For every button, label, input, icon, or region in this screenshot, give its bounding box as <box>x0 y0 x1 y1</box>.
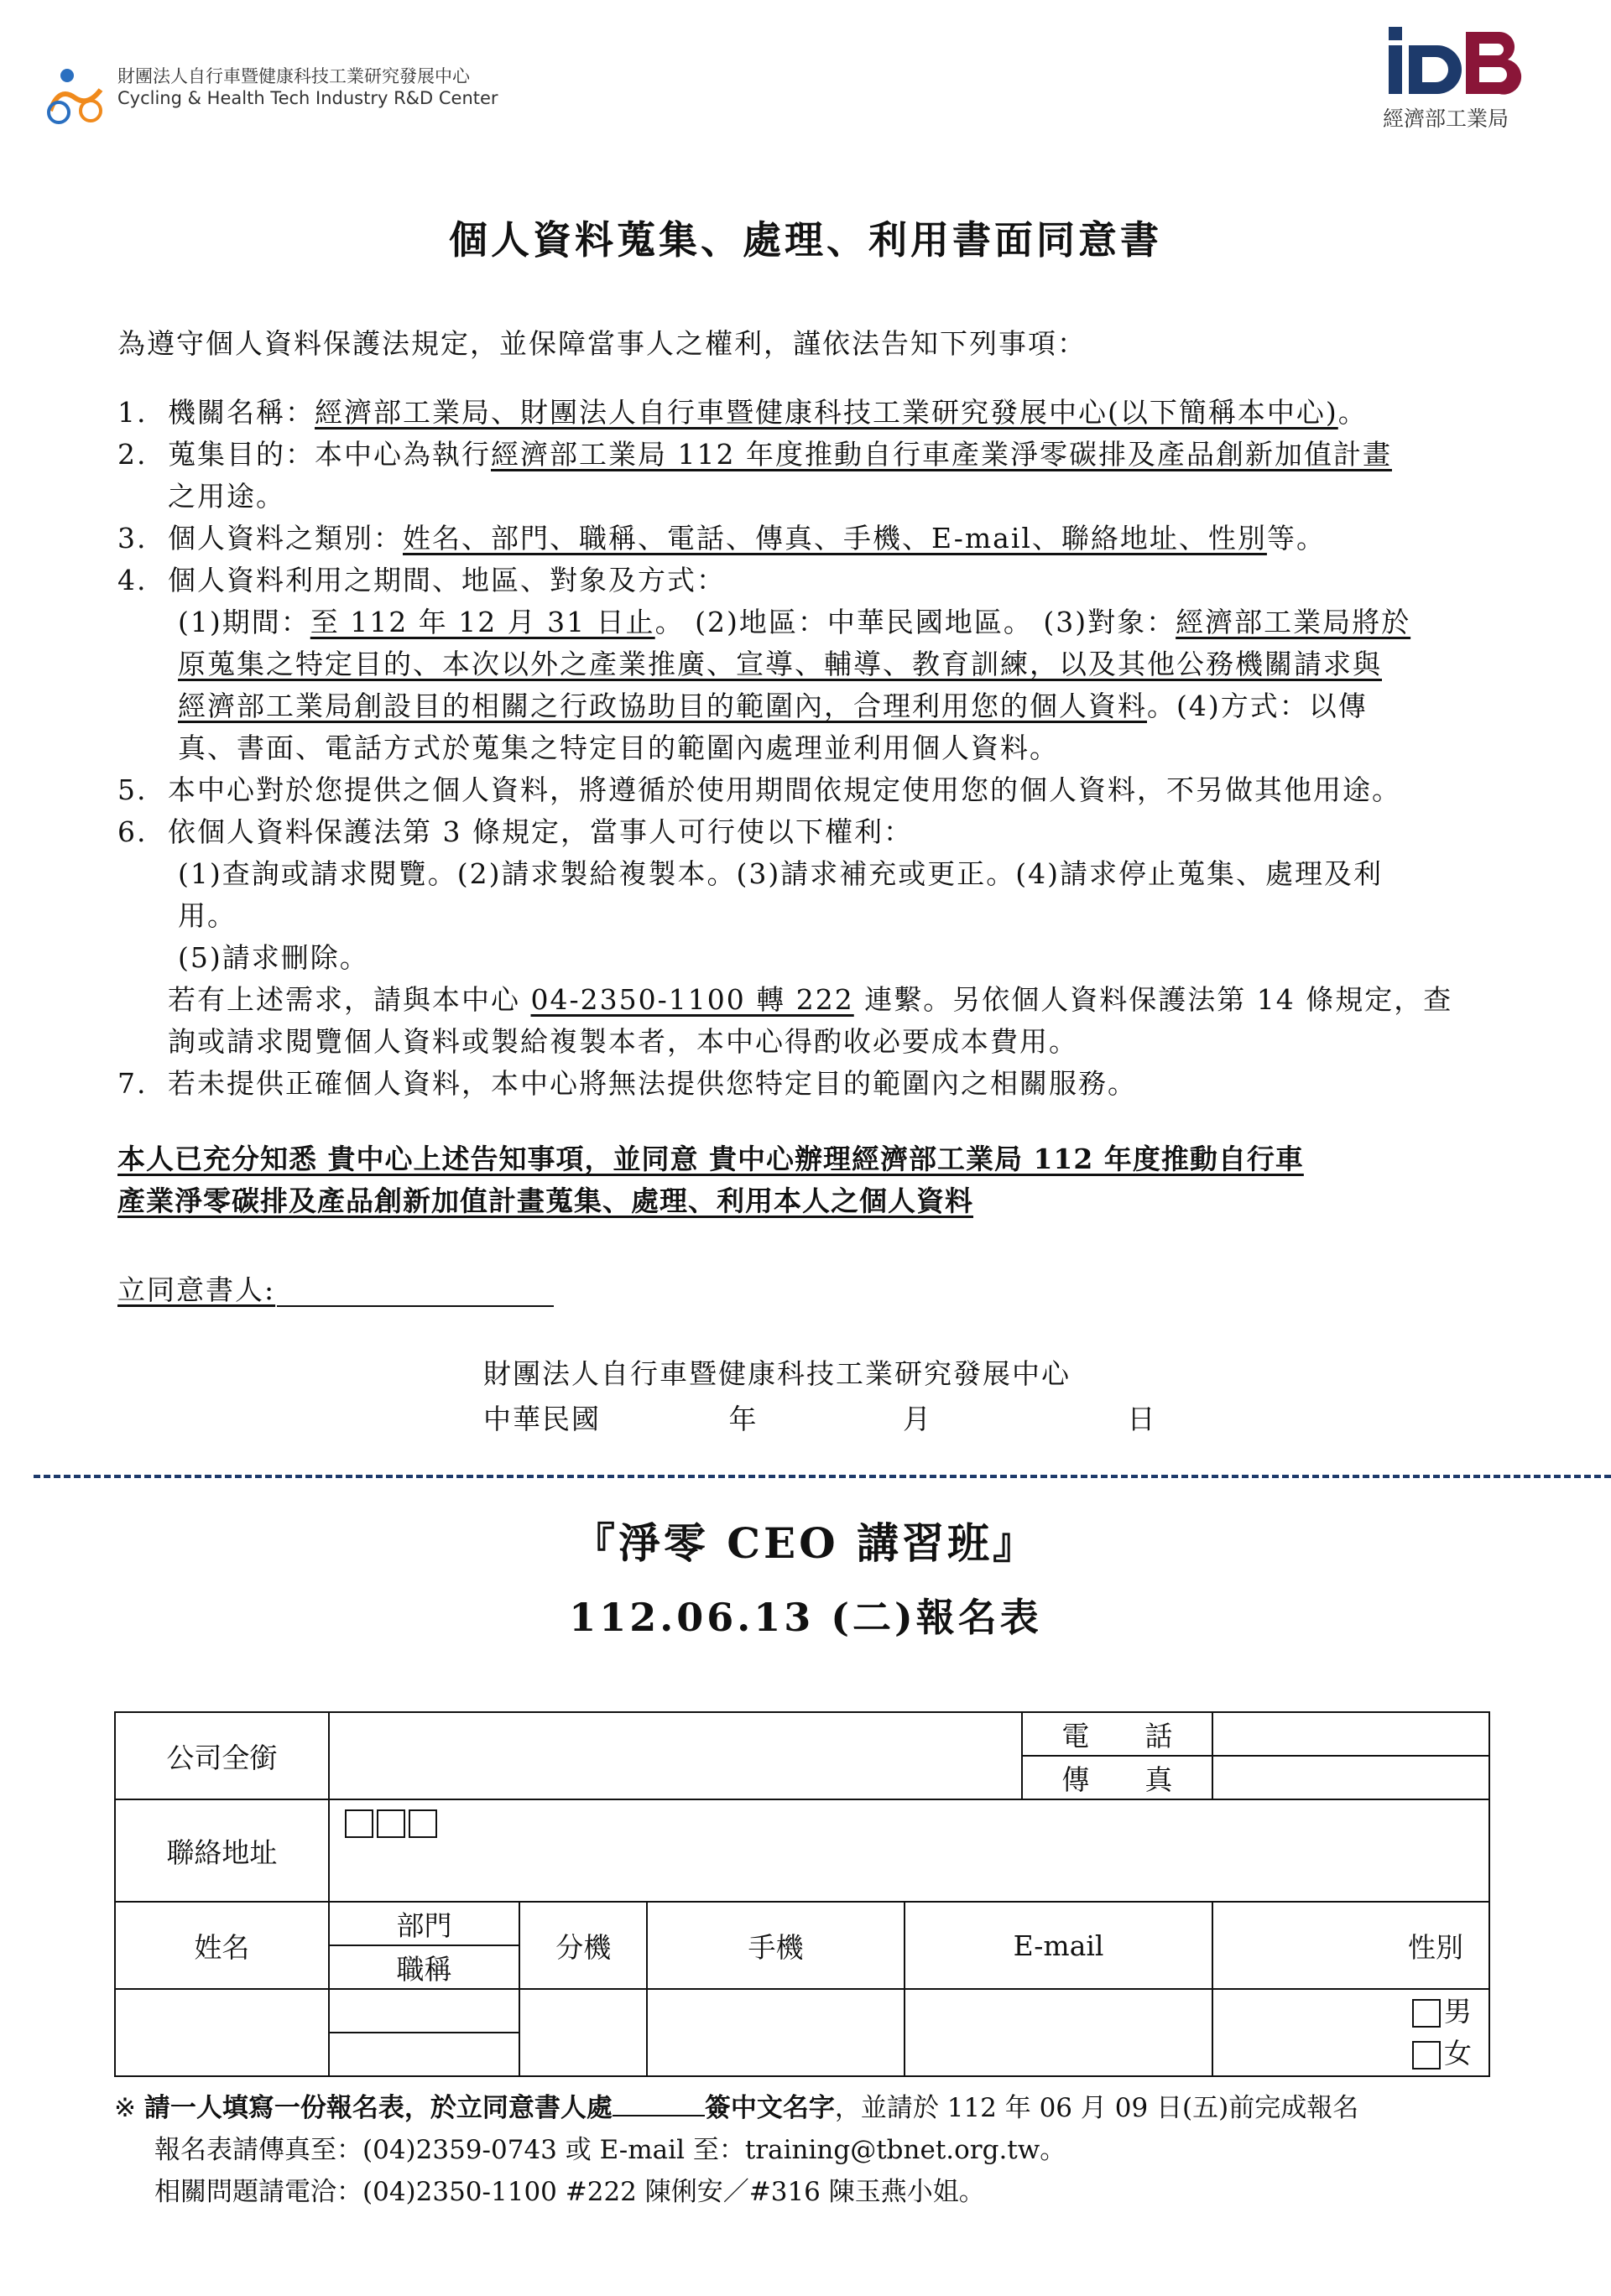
consent-item-3: 3. 個人資料之類別：姓名、部門、職稱、電話、傳真、手機、E-mail、聯絡地址、性別等。 <box>117 522 1326 554</box>
email-label: E-mail <box>905 1902 1213 1989</box>
mobile-label: 手機 <box>647 1902 905 1989</box>
org-signature: 財團法人自行車暨健康科技工業研究發展中心 <box>483 1357 1071 1390</box>
consent-intro: 為遵守個人資料保護法規定，並保障當事人之權利，謹依法告知下列事項： <box>117 327 1087 360</box>
ext-input[interactable] <box>519 1989 647 2076</box>
address-label: 聯絡地址 <box>115 1799 329 1902</box>
cut-line <box>34 1475 1611 1478</box>
mobile-input[interactable] <box>647 1989 905 2076</box>
consent-item-1: 1. 機關名稱：經濟部工業局、財團法人自行車暨健康科技工業研究發展中心(以下簡稱本中心)。 <box>117 396 1368 429</box>
footer-note: ※ 請一人填寫一份報名表，於立同意書人處 簽中文名字，並請於 112 年 06 月 09 日(五)前完成報名 <box>114 2093 1359 2123</box>
company-label: 公司全銜 <box>115 1712 329 1799</box>
footer-fax-email: 報名表請傳真至：(04)2359-0743 或 E-mail 至：training@tbnet.org.tw。 <box>154 2135 1066 2165</box>
name-input[interactable] <box>115 1989 329 2076</box>
footer-contact: 相關問題請電洽：(04)2350-1100 #222 陳俐安／#316 陳玉燕小姐。 <box>154 2177 985 2207</box>
address-input[interactable] <box>329 1799 1489 1902</box>
consent-item-2: 2. 蒐集目的：本中心為執行經濟部工業局 112 年度推動自行車產業淨零碳排及產品創新加值計畫 <box>117 438 1392 471</box>
cycling-center-logo <box>42 60 109 128</box>
consent-item-6-line-2: 用。 <box>178 899 237 932</box>
email-input[interactable] <box>905 1989 1213 2076</box>
jobtitle-input[interactable] <box>329 2033 520 2076</box>
idb-org-name: 經濟部工業局 <box>1383 107 1509 131</box>
consent-item-2-cont: 之用途。 <box>168 480 285 513</box>
ext-label: 分機 <box>519 1902 647 1989</box>
note-signature-blank <box>613 2115 705 2116</box>
name-label: 姓名 <box>115 1902 329 1989</box>
registration-date-title: 112.06.13 (二)報名表 <box>569 1595 1042 1640</box>
agreement-line-2: 產業淨零碳排及產品創新加值計畫蒐集、處理、利用本人之個人資料 <box>117 1184 973 1217</box>
gender-options <box>1212 1989 1489 2076</box>
zip-box-3[interactable] <box>409 1809 437 1838</box>
zip-box-2[interactable] <box>377 1809 405 1838</box>
dept-input[interactable] <box>329 1989 520 2033</box>
consent-item-4: 4. 個人資料利用之期間、地區、對象及方式： <box>117 564 726 596</box>
gender-male-option[interactable]: 男 <box>1213 1991 1472 2033</box>
course-title: 『淨零 CEO 講習班』 <box>572 1518 1039 1568</box>
consent-item-4-line-2: 原蒐集之特定目的、本次以外之產業推廣、宣導、輔導、教育訓練，以及其他公務機關請求與 <box>178 648 1382 680</box>
phone-label: 電 話 <box>1022 1712 1213 1756</box>
consent-item-6-line-1: (1)查詢或請求閱覽。(2)請求製給複製本。(3)請求補充或更正。(4)請求停止蒐集、處理及利 <box>178 857 1383 890</box>
consent-item-4-line-1: (1)期間：至 112 年 12 月 31 日止。 (2)地區：中華民國地區。 (3)對象：經濟部工業局將於 <box>178 606 1411 638</box>
consent-item-6-line-5: 詢或請求閱覽個人資料或製給複製本者，本中心得酌收必要成本費用。 <box>168 1025 1078 1058</box>
org-name-en: Cycling & Health Tech Industry R&D Center <box>117 88 498 108</box>
dept-label: 部門 <box>329 1902 520 1945</box>
consent-title: 個人資料蒐集、處理、利用書面同意書 <box>449 217 1162 263</box>
fax-label: 傳 真 <box>1022 1756 1213 1799</box>
idb-logo <box>1389 25 1523 101</box>
agreement-line-1: 本人已充分知悉 貴中心上述告知事項，並同意 貴中心辦理經濟部工業局 112 年度推動自行車 <box>117 1143 1304 1175</box>
consent-item-6-line-3: (5)請求刪除。 <box>178 941 369 974</box>
registration-form-table <box>114 1711 1490 2077</box>
phone-input[interactable] <box>1212 1712 1489 1756</box>
idb-logo-icon <box>1389 25 1523 101</box>
female-checkbox[interactable] <box>1412 2041 1441 2070</box>
jobtitle-label: 職稱 <box>329 1945 520 1989</box>
consent-item-5: 5. 本中心對於您提供之個人資料，將遵循於使用期間依規定使用您的個人資料，不另做其他用途。 <box>117 773 1401 806</box>
consent-item-4-line-3: 經濟部工業局創設目的相關之行政協助目的範圍內，合理利用您的個人資料。(4)方式：以傳 <box>178 690 1368 722</box>
signer-signature-line[interactable] <box>277 1305 554 1307</box>
male-checkbox[interactable] <box>1412 1999 1441 2028</box>
org-name-cn: 財團法人自行車暨健康科技工業研究發展中心 <box>117 66 470 86</box>
signer-label: 立同意書人: <box>117 1273 276 1306</box>
company-input[interactable] <box>329 1712 1022 1799</box>
consent-item-6-line-4: 若有上述需求，請與本中心 04-2350-1100 轉 222 連繫。另依個人資料保護法第 14 條規定，查 <box>168 983 1453 1016</box>
gender-label: 性別 <box>1212 1902 1489 1989</box>
cycling-logo-icon <box>42 60 109 128</box>
consent-item-6: 6. 依個人資料保護法第 3 條規定，當事人可行使以下權利： <box>117 815 913 848</box>
consent-item-7: 7. 若未提供正確個人資料，本中心將無法提供您特定目的範圍內之相關服務。 <box>117 1067 1137 1100</box>
gender-female-option[interactable]: 女 <box>1213 2033 1472 2075</box>
date-line: 中華民國 年 月 日 <box>483 1403 1157 1435</box>
consent-item-4-line-4: 真、書面、電話方式於蒐集之特定目的範圍內處理並利用個人資料。 <box>178 731 1059 764</box>
fax-input[interactable] <box>1212 1756 1489 1799</box>
zip-box-1[interactable] <box>345 1809 373 1838</box>
